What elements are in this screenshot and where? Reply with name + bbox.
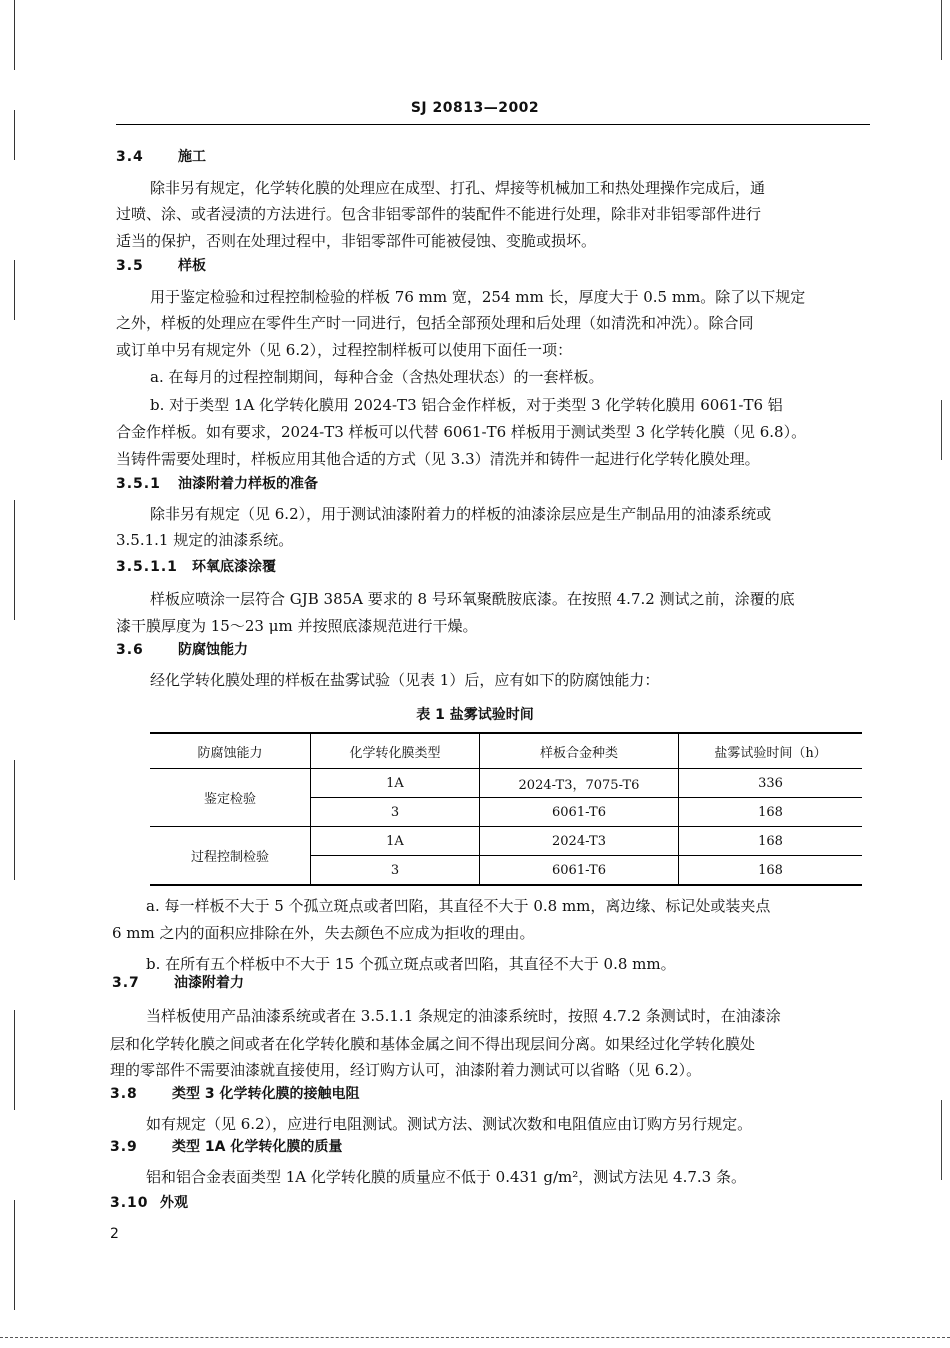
section-heading-3-7 xyxy=(112,973,244,993)
scan-edge-mark xyxy=(941,1100,942,1180)
table-header-cell: 化学转化膜类型 xyxy=(311,733,480,769)
section-number: 3.8 xyxy=(110,1086,138,1102)
section-number: 3.5.1 xyxy=(116,476,161,492)
section-heading-3-10 xyxy=(110,1193,188,1213)
table-cell-type: 1A xyxy=(311,769,480,798)
section-number: 3.5.1.1 xyxy=(116,559,178,575)
table-caption: 表 1 盐雾试验时间 xyxy=(416,707,534,723)
table-group-label: 鉴定检验 xyxy=(150,769,311,827)
section-number: 3.9 xyxy=(110,1139,138,1155)
table-header-cell: 盐雾试验时间（h） xyxy=(679,733,863,769)
table-cell-hours: 168 xyxy=(679,827,863,856)
table-cell-type: 1A xyxy=(311,827,480,856)
table-group-label: 过程控制检验 xyxy=(150,827,311,886)
section-title: 施工 xyxy=(178,149,206,165)
section-title: 类型 3 化学转化膜的接触电阻 xyxy=(172,1086,360,1102)
section-number: 3.10 xyxy=(110,1195,149,1211)
table-cell-alloy: 2024-T3，7075-T6 xyxy=(480,769,679,798)
list-item-a: a. 在每月的过程控制期间，每种合金（含热处理状态）的一套样板。 xyxy=(150,368,604,386)
section-heading-3-5-1-1 xyxy=(116,557,276,577)
table-cell-hours: 168 xyxy=(679,798,863,827)
table-cell-alloy: 6061-T6 xyxy=(480,856,679,886)
section-heading-3-9 xyxy=(110,1137,342,1157)
list-item-b: b. 对于类型 1A 化学转化膜用 2024-T3 铝合金作样板，对于类型 3 化学转化膜用 6061-T6 铝 xyxy=(150,396,783,414)
section-heading-3-8 xyxy=(110,1084,360,1104)
scan-edge-mark xyxy=(14,760,15,880)
paragraph-line: 用于鉴定检验和过程控制检验的样板 76 mm 宽，254 mm 长，厚度大于 0.5 mm。除了以下规定 xyxy=(150,288,806,306)
list-item-a: a. 每一样板不大于 5 个孤立斑点或者凹陷，其直径不大于 0.8 mm，离边缘、标记处或装夹点 xyxy=(146,897,771,915)
scan-edge-mark xyxy=(14,0,15,70)
paragraph-line: 除非另有规定（见 6.2），用于测试油漆附着力的样板的油漆涂层应是生产制品用的油漆系统或 xyxy=(150,505,772,523)
table-header-cell: 防腐蚀能力 xyxy=(150,733,311,769)
paragraph-line: 当样板使用产品油漆系统或者在 3.5.1.1 条规定的油漆系统时，按照 4.7.2 条测试时，在油漆涂 xyxy=(146,1007,781,1025)
table-row xyxy=(150,827,862,856)
section-number: 3.6 xyxy=(116,642,144,658)
section-title: 油漆附着力 xyxy=(174,975,244,991)
table-cell-alloy: 6061-T6 xyxy=(480,798,679,827)
paragraph-line: 6 mm 之内的面积应排除在外，失去颜色不应成为拒收的理由。 xyxy=(112,924,535,942)
scan-edge-mark xyxy=(14,110,15,160)
paragraph-line: 过喷、涂、或者浸渍的方法进行。包含非铝零部件的装配件不能进行处理，除非对非铝零部件进行 xyxy=(116,205,762,223)
header-rule xyxy=(116,124,870,125)
standard-number: SJ 20813—2002 xyxy=(410,100,540,116)
paragraph-line: 理的零部件不需要油漆就直接使用，经订购方认可，油漆附着力测试可以省略（见 6.2）。 xyxy=(110,1061,702,1079)
section-title: 防腐蚀能力 xyxy=(178,642,248,658)
table-cell-hours: 336 xyxy=(679,769,863,798)
paragraph-line: 3.5.1.1 规定的油漆系统。 xyxy=(116,531,294,549)
scan-edge-mark xyxy=(941,400,942,460)
list-item-b: b. 在所有五个样板中不大于 15 个孤立斑点或者凹陷，其直径不大于 0.8 mm。 xyxy=(146,955,676,973)
section-number: 3.7 xyxy=(112,975,140,991)
paragraph-line: 漆干膜厚度为 15～23 μm 并按照底漆规范进行干燥。 xyxy=(116,617,478,635)
table-cell-alloy: 2024-T3 xyxy=(480,827,679,856)
section-heading-3-4 xyxy=(116,147,206,167)
table-header-row xyxy=(150,733,862,769)
table-cell-type: 3 xyxy=(311,856,480,886)
section-title: 样板 xyxy=(178,258,206,274)
section-number: 3.5 xyxy=(116,258,144,274)
section-number: 3.4 xyxy=(116,149,144,165)
paragraph-line: 合金作样板。如有要求，2024-T3 样板可以代替 6061-T6 样板用于测试类型 3 化学转化膜（见 6.8）。 xyxy=(116,423,807,441)
salt-spray-table xyxy=(150,732,862,886)
section-heading-3-5-1 xyxy=(116,474,318,494)
paragraph-line: 如有规定（见 6.2），应进行电阻测试。测试方法、测试次数和电阻值应由订购方另行规定。 xyxy=(146,1115,753,1133)
page-number: 2 xyxy=(110,1226,119,1242)
paragraph-line: 除非另有规定，化学转化膜的处理应在成型、打孔、焊接等机械加工和热处理操作完成后，通 xyxy=(150,179,766,197)
scan-edge-mark xyxy=(14,1010,15,1110)
paragraph-line: 或订单中另有规定外（见 6.2），过程控制样板可以使用下面任一项： xyxy=(116,341,573,359)
scan-edge-mark xyxy=(14,1200,15,1310)
table-row xyxy=(150,769,862,798)
section-title: 油漆附着力样板的准备 xyxy=(178,476,318,492)
section-heading-3-5 xyxy=(116,256,206,276)
scan-edge-mark xyxy=(14,260,15,320)
paragraph-line: 层和化学转化膜之间或者在化学转化膜和基体金属之间不得出现层间分离。如果经过化学转化膜处 xyxy=(110,1035,756,1053)
paragraph-line: 当铸件需要处理时，样板应用其他合适的方式（见 3.3）清洗并和铸件一起进行化学转化膜处理。 xyxy=(116,450,760,468)
paragraph-line: 铝和铝合金表面类型 1A 化学转化膜的质量应不低于 0.431 g/m²，测试方法见 4.7.3 条。 xyxy=(146,1168,746,1186)
section-title: 环氧底漆涂覆 xyxy=(192,559,276,575)
section-title: 外观 xyxy=(160,1195,188,1211)
paragraph-line: 之外，样板的处理应在零件生产时一同进行，包括全部预处理和后处理（如清洗和冲洗）。除合同 xyxy=(116,314,754,332)
section-title: 类型 1A 化学转化膜的质量 xyxy=(172,1139,343,1155)
table-cell-type: 3 xyxy=(311,798,480,827)
table-cell-hours: 168 xyxy=(679,856,863,886)
section-heading-3-6 xyxy=(116,640,248,660)
table-header-cell: 样板合金种类 xyxy=(480,733,679,769)
scan-edge-mark xyxy=(941,0,942,60)
paragraph-line: 样板应喷涂一层符合 GJB 385A 要求的 8 号环氧聚酰胺底漆。在按照 4.7.2 测试之前，涂覆的底 xyxy=(150,590,795,608)
scan-edge-mark xyxy=(14,500,15,620)
scan-bottom-dash xyxy=(0,1337,950,1338)
paragraph-line: 经化学转化膜处理的样板在盐雾试验（见表 1）后，应有如下的防腐蚀能力： xyxy=(150,671,660,689)
paragraph-line: 适当的保护，否则在处理过程中，非铝零部件可能被侵蚀、变脆或损坏。 xyxy=(116,232,597,250)
